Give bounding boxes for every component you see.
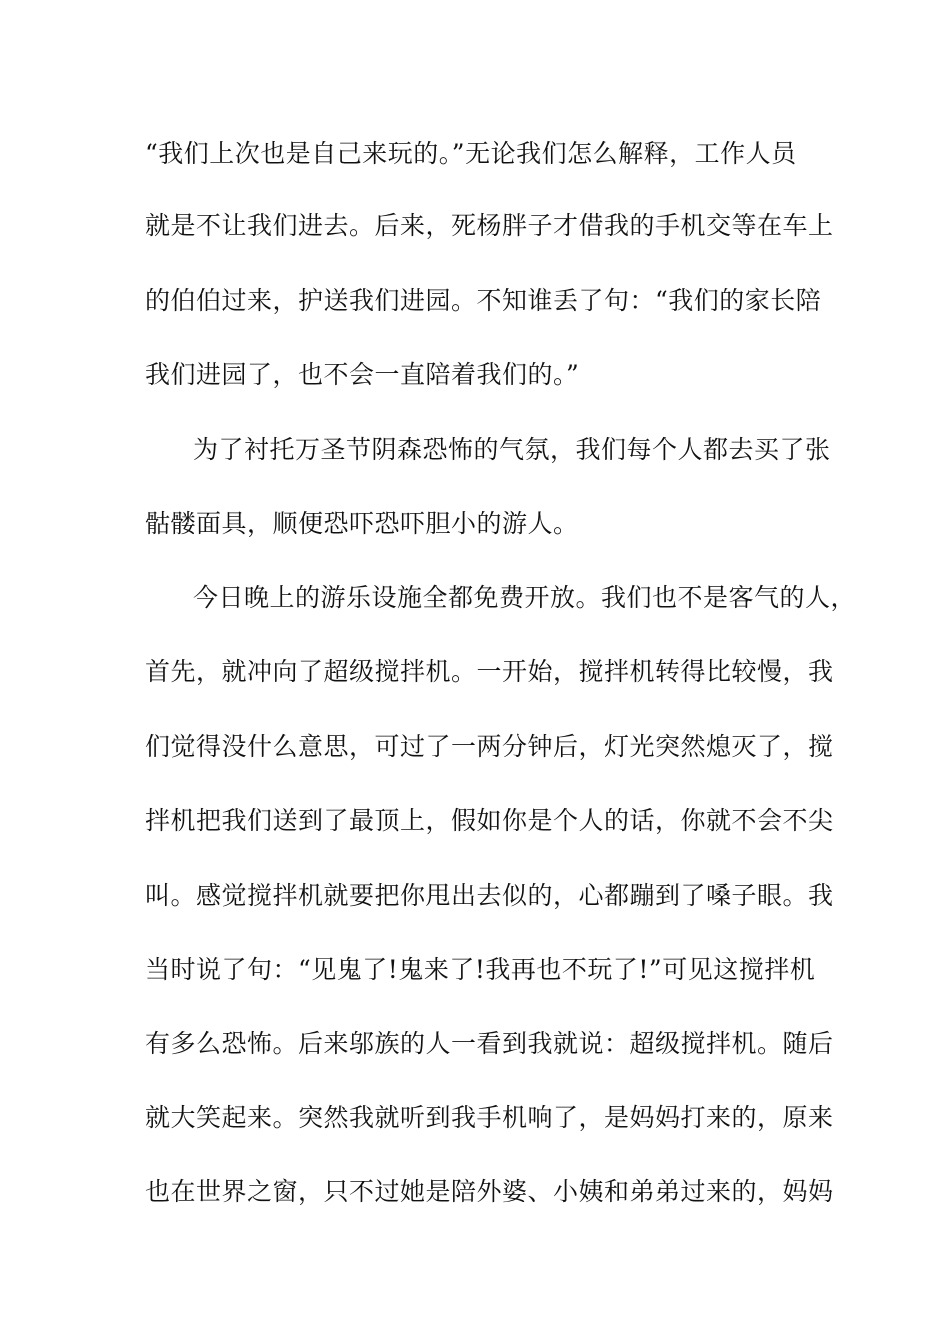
text-line: 叫。感觉搅拌机就要把你甩出去似的，心都蹦到了嗓子眼。我 [145,881,834,910]
text-line: 当时说了句：“见鬼了!鬼来了!我再也不玩了!”可见这搅拌机 [145,955,816,984]
text-line: “我们上次也是自己来玩的。”无论我们怎么解释，工作人员 [145,139,797,168]
text-line: 们觉得没什么意思，可过了一两分钟后，灯光突然熄灭了，搅 [145,732,834,761]
text-line: 拌机把我们送到了最顶上，假如你是个人的话，你就不会不尖 [145,806,834,835]
text-line: 首先，就冲向了超级搅拌机。一开始，搅拌机转得比较慢，我 [145,657,834,686]
paragraph-first-line: 今日晚上的游乐设施全都免费开放。我们也不是客气的人， [193,583,857,612]
text-line: 的伯伯过来，护送我们进园。不知谁丢了句：“我们的家长陪 [145,286,822,315]
text-line: 就大笑起来。突然我就听到我手机响了，是妈妈打来的，原来 [145,1103,834,1132]
paragraph-first-line: 为了衬托万圣节阴森恐怖的气氛，我们每个人都去买了张 [193,435,831,464]
text-line: 有多么恐怖。后来邬族的人一看到我就说：超级搅拌机。随后 [145,1029,834,1058]
text-line: 骷髅面具，顺便恐吓恐吓胆小的游人。 [145,509,579,538]
text-line: 也在世界之窗，只不过她是陪外婆、小姨和弟弟过来的，妈妈 [145,1177,834,1206]
text-line: 我们进园了，也不会一直陪着我们的。” [145,360,580,389]
text-line: 就是不让我们进去。后来，死杨胖子才借我的手机交等在车上 [145,211,834,240]
